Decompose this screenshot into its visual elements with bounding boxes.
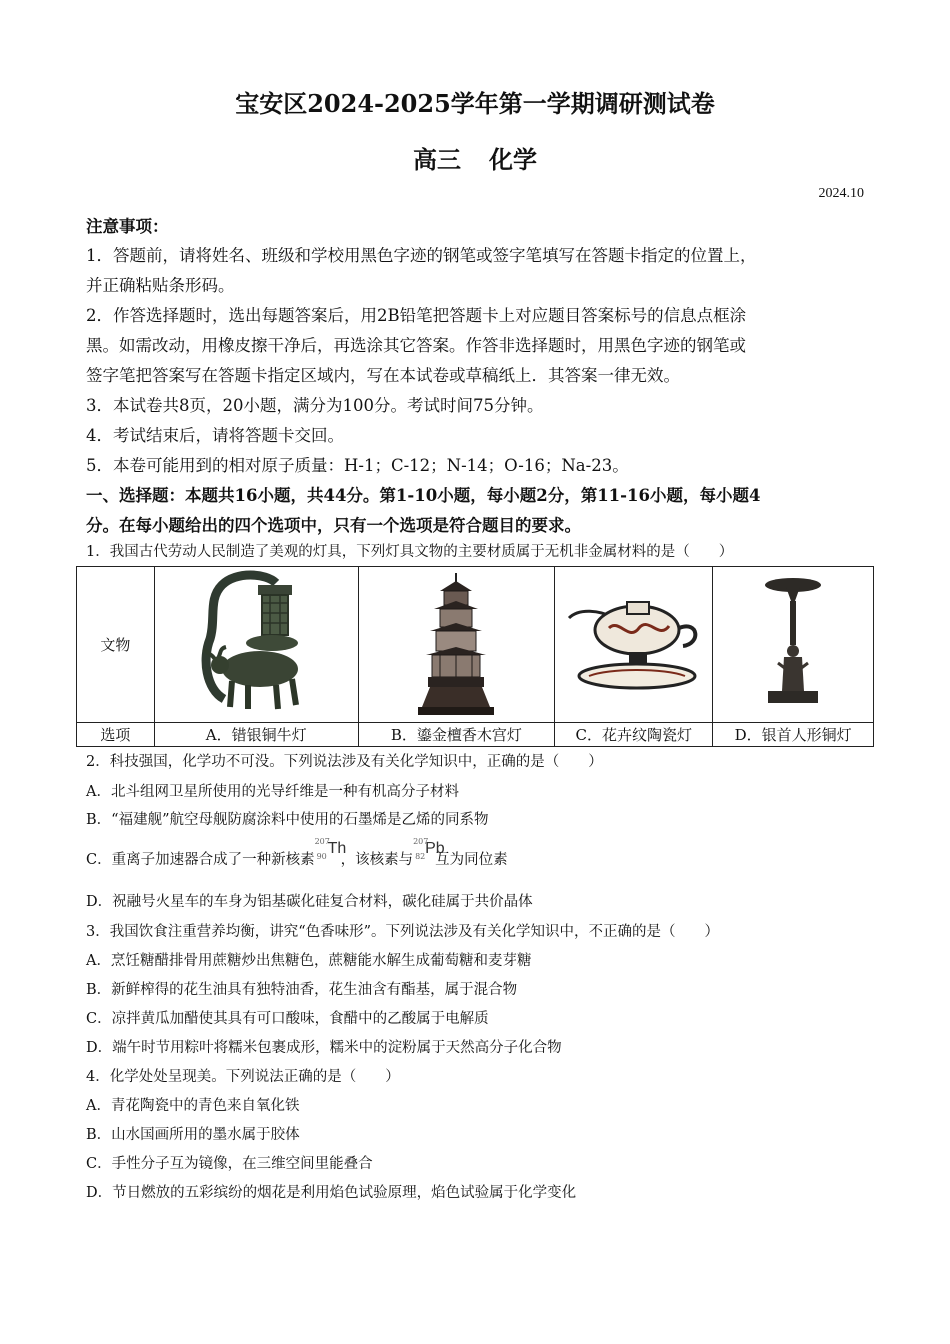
lamp-image-a xyxy=(154,567,358,723)
q2-stem: 2．科技强国，化学功不可没。下列说法涉及有关化学知识中，正确的是（ ） xyxy=(86,754,603,770)
q1-lamp-table xyxy=(76,566,874,747)
pb-atomic-number: 82 xyxy=(415,852,426,861)
q3-option-d: D．端午时节用粽叶将糯米包裹成形，糯米中的淀粉属于天然高分子化合物 xyxy=(86,1040,562,1056)
subject-label: 化学 xyxy=(489,145,537,174)
q4-stem: 4．化学处处呈现美。下列说法正确的是（ ） xyxy=(86,1069,400,1085)
exam-subtitle xyxy=(0,140,950,175)
q1-stem: 1．我国古代劳动人民制造了美观的灯具，下列灯具文物的主要材质属于无机非金属材料的是（ ） xyxy=(86,544,734,560)
lead-nuclide xyxy=(413,837,445,866)
row-label-artifact: 文物 xyxy=(77,567,155,723)
grade-label: 高三 xyxy=(413,145,461,174)
section-heading-cont: 分。在每小题给出的四个选项中，只有一个选项是符合题目的要求。 xyxy=(86,516,581,535)
q2-c-text: C．重离子加速器合成了一种新核素 xyxy=(86,852,315,868)
q2-option-a: A．北斗组网卫星所使用的光导纤维是一种有机高分子材料 xyxy=(86,784,459,800)
th-atomic-number: 90 xyxy=(316,852,327,861)
q2-option-b: B．“福建舰”航空母舰防腐涂料中使用的石墨烯是乙烯的同系物 xyxy=(86,812,489,828)
q2-c-text: ，该核素与 xyxy=(340,852,414,868)
q4-option-a: A．青花陶瓷中的青色来自氧化铁 xyxy=(86,1098,300,1114)
option-d-caption: D．银首人形铜灯 xyxy=(713,723,874,747)
pb-symbol: Pb xyxy=(425,840,445,857)
notice-line: 1．答题前，请将姓名、班级和学校用黑色字迹的钢笔或签字笔填写在答题卡指定的位置上， xyxy=(86,246,757,265)
q4-option-d: D．节日燃放的五彩缤纷的烟花是利用焰色试验原理，焰色试验属于化学变化 xyxy=(86,1185,577,1201)
q2-option-d: D．祝融号火星车的车身为铝基碳化硅复合材料，碳化硅属于共价晶体 xyxy=(86,894,533,910)
option-b-caption: B．鎏金檀香木宫灯 xyxy=(358,723,555,747)
notice-line: 4．考试结束后，请将答题卡交回。 xyxy=(86,426,344,445)
notice-line: 黑。如需改动，用橡皮擦干净后，再选涂其它答案。作答非选择题时，用黑色字迹的钢笔或 xyxy=(86,336,746,355)
notice-line: 签字笔把答案写在答题卡指定区域内，写在本试卷或草稿纸上．其答案一律无效。 xyxy=(86,366,680,385)
bronze-ox-lamp-icon xyxy=(196,569,316,717)
notice-line: 5．本卷可能用到的相对原子质量：H-1；C-12；N-14；O-16；Na-23。 xyxy=(86,456,629,475)
q3-option-b: B．新鲜榨得的花生油具有独特油香，花生油含有酯基，属于混合物 xyxy=(86,982,518,998)
q3-option-c: C．凉拌黄瓜加醋使其具有可口酸味，食醋中的乙酸属于电解质 xyxy=(86,1011,489,1027)
option-c-caption: C．花卉纹陶瓷灯 xyxy=(555,723,713,747)
q2-c-text: 互为同位素 xyxy=(435,852,508,868)
notice-line: 2．作答选择题时，选出每题答案后，用2B铅笔把答题卡上对应题目答案标号的信息点框涂 xyxy=(86,306,747,325)
lamp-image-b xyxy=(358,567,555,723)
row-label-option: 选项 xyxy=(77,723,155,747)
section-heading: 一、选择题：本题共16小题，共44分。第1-10小题，每小题2分，第11-16小题，每小题4 xyxy=(86,486,761,505)
lamp-image-d xyxy=(713,567,874,723)
notice-line: 并正确粘贴条形码。 xyxy=(86,276,235,295)
exam-title: 宝安区2024-2025学年第一学期调研测试卷 xyxy=(235,89,715,118)
option-a-caption: A．错银铜牛灯 xyxy=(154,723,358,747)
thorium-nuclide xyxy=(314,837,347,866)
lamp-image-c xyxy=(555,567,713,723)
figure-bronze-lamp-icon xyxy=(758,573,828,713)
pb-mass-number: 207 xyxy=(413,837,429,846)
notice-line: 3．本试卷共8页，20小题，满分为100分。考试时间75分钟。 xyxy=(86,396,544,415)
q4-option-c: C．手性分子互为镜像，在三维空间里能叠合 xyxy=(86,1156,373,1172)
q4-option-b: B．山水国画所用的墨水属于胶体 xyxy=(86,1127,300,1143)
ceramic-lamp-icon xyxy=(559,588,709,698)
exam-date: 2024.10 xyxy=(818,186,864,201)
q3-stem: 3．我国饮食注重营养均衡，讲究“色香味形”。下列说法涉及有关化学知识中，不正确的是（ ） xyxy=(86,924,720,940)
q2-option-c xyxy=(86,837,876,869)
q3-option-a: A．烹饪糖醋排骨用蔗糖炒出焦糖色，蔗糖能水解生成葡萄糖和麦芽糖 xyxy=(86,953,532,969)
th-mass-number: 207 xyxy=(314,837,330,846)
notice-heading: 注意事项： xyxy=(86,217,169,236)
pagoda-lamp-icon xyxy=(416,569,496,717)
th-symbol: Th xyxy=(327,840,347,857)
